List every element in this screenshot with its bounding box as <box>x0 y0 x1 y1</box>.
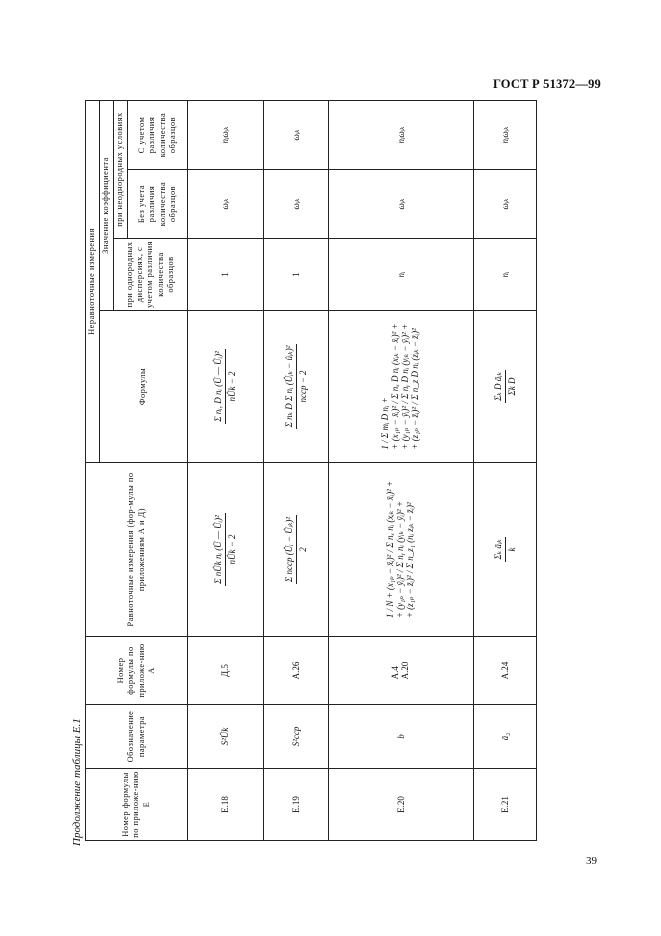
cell-formula-a <box>474 463 537 637</box>
fraction <box>213 349 238 424</box>
cell-no-account: ωᵢₖ <box>188 170 264 239</box>
header-symbol: Обозначение параметра <box>86 705 188 769</box>
cell-num-e: Е.21 <box>474 769 537 841</box>
header-formulas: Формулы <box>100 311 188 463</box>
fraction-denominator: nÛk − 2 <box>227 371 237 402</box>
table-row <box>329 101 474 841</box>
fraction-denominator: nÛk − 2 <box>227 534 237 565</box>
page-number: 39 <box>586 855 597 867</box>
formula-number-list <box>391 662 411 680</box>
header-num-e: Номер формулы по приложе-нию Е <box>86 769 188 841</box>
multiline-formula <box>386 481 416 618</box>
fraction-numerator: Σ nₖ D Σ nᵢ (Ûᵢₖ − ûᵢₖ)² <box>284 344 297 430</box>
cell-formula <box>188 311 264 463</box>
cell-symbol: ā₂ <box>474 705 537 769</box>
cell-no-account: ωᵢₖ <box>329 170 474 239</box>
cell-num-e: Е.18 <box>188 769 264 841</box>
header-num-a: Номер формулы по приложе-нию А <box>86 637 188 705</box>
continuation-table <box>85 100 537 841</box>
cell-homog: nᵢ <box>329 239 474 311</box>
table-row <box>264 101 329 841</box>
formula-line: 1 / N + (x₁ₚ − x̄ᵢ)² / Σ nₓ nᵢ (xᵢₖ − x̄ᵢ)² + <box>385 480 396 619</box>
fraction-numerator: Σₖ āᵢₖ <box>493 537 506 561</box>
header-coef-value: Значение коэффициента <box>100 101 114 311</box>
cell-with-account: nᵢωᵢₖ <box>329 101 474 170</box>
cell-with-account: ωᵢₖ <box>264 101 329 170</box>
fraction-denominator: nсср − 2 <box>297 370 308 403</box>
fraction <box>284 344 309 430</box>
formula-number: А.20 <box>400 661 410 680</box>
cell-with-account: nᵢωᵢₖ <box>474 101 537 170</box>
cell-symbol: b <box>329 705 474 769</box>
header-homog: при однородных дисперсиях, с учетом различия количества образцов <box>114 239 188 311</box>
header-no-account: Без учета различия количества образцов <box>128 170 188 239</box>
formula-line: + (x₁ₚ − x̄ᵢ)² / Σ nₓ D nᵢ (xᵢₖ − x̄ᵢ)² + <box>390 323 401 450</box>
cell-with-account: nᵢωᵢₖ <box>188 101 264 170</box>
cell-formula <box>329 311 474 463</box>
cell-homog: 1 <box>264 239 329 311</box>
cell-num-e: Е.20 <box>329 769 474 841</box>
rotated-table-wrapper <box>85 101 536 841</box>
formula-line: + (y₁ₚ − ȳᵢ)² / Σ nᵧ nᵢ (yᵢₖ − ȳᵢ)² + <box>395 501 406 619</box>
fraction <box>284 515 309 584</box>
fraction-numerator: Σ nᵢ, D nᵢ (Ū — Ûᵢ)² <box>213 349 226 424</box>
cell-formula <box>264 311 329 463</box>
formula-line: + (y₁ₚ − ȳᵢ)² / Σ nᵧ D nᵢ (yᵢₖ − ȳᵢ)² + <box>400 323 410 450</box>
cell-symbol: S²Ûk <box>188 705 264 769</box>
cell-homog: 1 <box>188 239 264 311</box>
fraction <box>493 370 518 403</box>
cell-num-a: А.26 <box>264 637 329 705</box>
cell-formula-a <box>188 463 264 637</box>
fraction <box>213 513 238 586</box>
cell-num-a <box>329 637 474 705</box>
cell-num-a: А.24 <box>474 637 537 705</box>
table-row <box>474 101 537 841</box>
fraction-numerator: Σ nсср (Ûᵢ − Ûᵢₖ)² <box>284 515 297 584</box>
cell-num-a: Д.5 <box>188 637 264 705</box>
table-caption: Продолжение таблицы Е.1 <box>71 718 83 846</box>
cell-homog: nᵢ <box>474 239 537 311</box>
header-unequal: Неравноточные измерения <box>86 101 100 463</box>
fraction-denominator: 2 <box>297 547 308 552</box>
header-formula-a: Равноточные измерения (фор-мулы по приложениям А и Д) <box>86 463 188 637</box>
formula-line: 1 / Σ mᵢ D nᵢ + <box>380 397 391 450</box>
formula-number: А.4 <box>390 666 401 680</box>
table-row <box>188 101 264 841</box>
cell-formula <box>474 311 537 463</box>
cell-formula-a <box>264 463 329 637</box>
fraction-numerator: Σ nÛk nᵢ (Ū — Ûᵢ)² <box>213 513 226 586</box>
cell-num-e: Е.19 <box>264 769 329 841</box>
fraction-numerator: Σₖ D āᵢₖ <box>493 370 506 403</box>
standard-header: ГОСТ Р 51372—99 <box>492 77 601 91</box>
formula-line: + (z₁ₚ − z̄ᵢ)² / Σ n_z D nᵢ (zᵢₖ − z̄ᵢ)² <box>409 328 420 450</box>
header-inhomog: при неоднородных условиях <box>114 101 128 239</box>
header-with-account: С учетом различия количества образцов <box>128 101 188 170</box>
cell-no-account: ωᵢₖ <box>474 170 537 239</box>
multiline-formula <box>381 323 421 449</box>
cell-no-account: ωᵢₖ <box>264 170 329 239</box>
formula-line: + (z₁ₚ − z̄ᵢ)² / Σ n_z₁ (nᵢ zᵢₖ − z̄ᵢ)² <box>404 502 415 619</box>
fraction-denominator: k <box>506 547 517 552</box>
cell-formula-a <box>329 463 474 637</box>
fraction <box>493 537 518 561</box>
cell-symbol: S²сср <box>264 705 329 769</box>
header-row-1 <box>86 101 100 841</box>
fraction-denominator: Σk D <box>506 377 517 396</box>
